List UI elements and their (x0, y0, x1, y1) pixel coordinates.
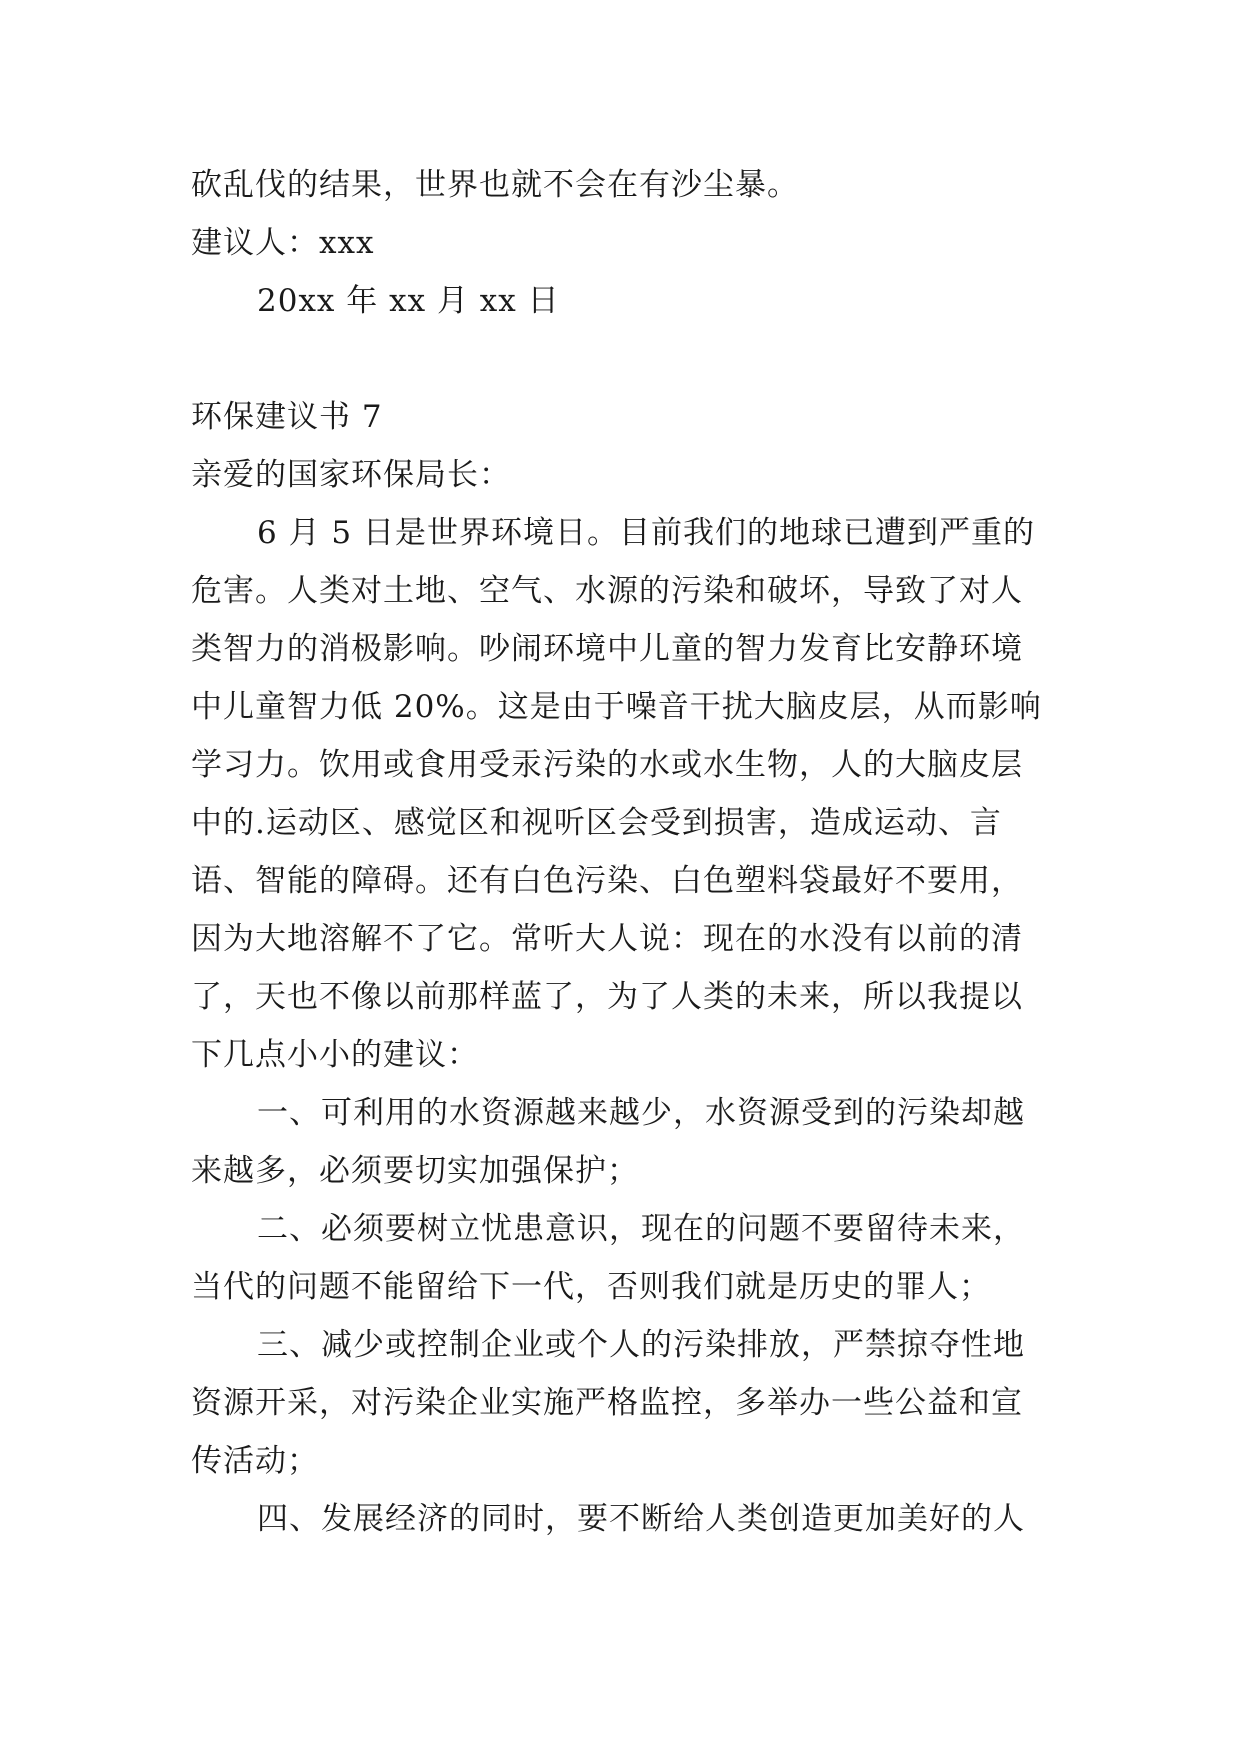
body-line: 了，天也不像以前那样蓝了，为了人类的未来，所以我提以 (191, 979, 1023, 1015)
body-line: 中的.运动区、感觉区和视听区会受到损害，造成运动、言 (191, 805, 1002, 841)
document-page (191, 156, 1061, 1548)
salutation: 亲爱的国家环保局长： (191, 457, 511, 493)
prev-letter-tail: 砍乱伐的结果，世界也就不会在有沙尘暴。 (191, 167, 799, 203)
body-line: 危害。人类对土地、空气、水源的污染和破坏，导致了对人 (191, 573, 1023, 609)
suggestion-3-line: 资源开采，对污染企业实施严格监控，多举办一些公益和宣 (191, 1385, 1023, 1421)
section-gap (191, 330, 1061, 388)
body-line: 因为大地溶解不了它。常听大人说：现在的水没有以前的清 (191, 921, 1023, 957)
suggestion-3-line: 三、减少或控制企业或个人的污染排放，严禁掠夺性地 (257, 1327, 1025, 1363)
body-line: 下几点小小的建议： (191, 1037, 479, 1073)
suggestion-3-line: 传活动； (191, 1443, 319, 1479)
body-line: 学习力。饮用或食用受汞污染的水或水生物，人的大脑皮层 (191, 747, 1023, 783)
date-line: 20xx 年 xx 月 xx 日 (257, 283, 560, 319)
body-line: 类智力的消极影响。吵闹环境中儿童的智力发育比安静环境 (191, 631, 1023, 667)
suggestion-1-line: 一、可利用的水资源越来越少，水资源受到的污染却越 (257, 1095, 1025, 1131)
body-line: 中儿童智力低 20%。这是由于噪音干扰大脑皮层，从而影响 (191, 689, 1042, 725)
body-line: 6 月 5 日是世界环境日。目前我们的地球已遭到严重的 (257, 515, 1036, 551)
body-line: 语、智能的障碍。还有白色污染、白色塑料袋最好不要用， (191, 863, 1023, 899)
signer-line: 建议人：xxx (191, 225, 375, 261)
suggestion-2-line: 当代的问题不能留给下一代，否则我们就是历史的罪人； (191, 1269, 991, 1305)
letter-title: 环保建议书 7 (191, 399, 383, 435)
suggestion-2-line: 二、必须要树立忧患意识，现在的问题不要留待未来， (257, 1211, 1025, 1247)
suggestion-4-line: 四、发展经济的同时，要不断给人类创造更加美好的人 (257, 1501, 1025, 1537)
suggestion-1-line: 来越多，必须要切实加强保护； (191, 1153, 639, 1189)
